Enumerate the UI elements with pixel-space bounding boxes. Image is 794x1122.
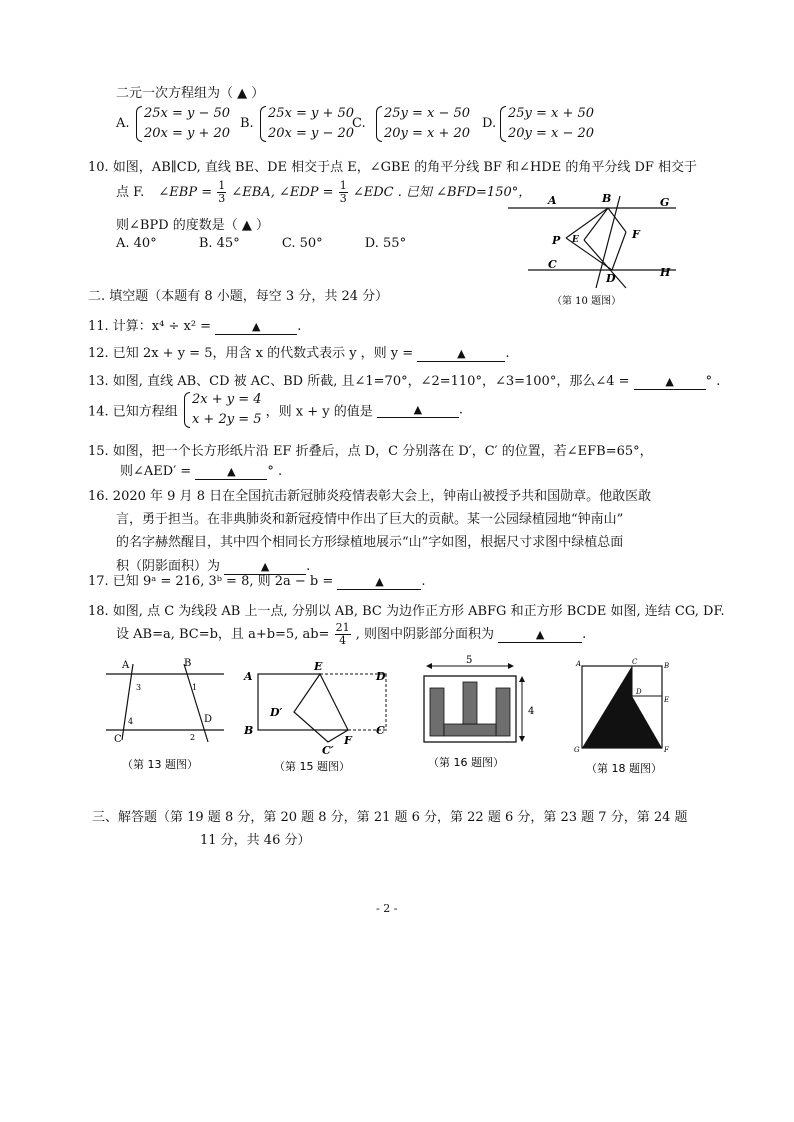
fig15-label-f: F [344,734,352,747]
fig13-angle-3: 3 [136,683,142,692]
q16-line4: 积（阴影面积）为 ▲ . [116,559,311,574]
fig10-label-d: D [606,272,616,285]
fig15-label-c: C [376,724,385,737]
fig18-label-a: A [576,660,582,668]
q15-answer-blank[interactable]: ▲ [195,464,267,480]
q9-stem: 二元一次方程组为（ ▲ ） [116,86,265,101]
fig13-angle-2: 2 [190,733,196,742]
fraction-21-4: $\frac{21}{4}$ [335,621,350,647]
fig18-label-d: D [636,688,642,696]
q13: 13. 如图, 直线 AB、CD 被 AC、BD 所截, 且∠1=70°，∠2=110°，∠3=100°，那么∠4 = ▲ ° . [88,374,721,389]
fig18-label-e: E [664,696,670,704]
fig15-label-a: A [244,670,253,683]
fig10-label-f: F [632,228,640,241]
q14-answer-blank[interactable]: ▲ [377,402,459,418]
section-3-heading: 三、解答题（第 19 题 8 分，第 20 题 8 分，第 21 题 6 分，第 22 题 6 分，第 23 题 7 分，第 24 题 [92,810,688,825]
fig18-label-c: C [632,658,638,666]
fig13-angle-4: 4 [128,717,134,726]
q10-line2: 点 F. ∠EBP = $\frac{1}{3}$ ∠EBA, ∠EDP = $\frac{1}{3}$ ∠EDC . 已知 ∠BFD=150°， [116,179,532,205]
fraction-one-third: $\frac{1}{3}$ [218,179,226,205]
fig15-label-d: D [376,670,386,683]
figure-10 [500,188,690,310]
fig10-label-g: G [660,196,670,209]
q16-line1: 16. 2020 年 9 月 8 日在全国抗击新冠肺炎疫情表彰大会上，钟南山被授予共和国勋章。他敢医敢 [88,489,652,504]
q17-answer-blank[interactable]: ▲ [337,574,421,590]
q13-answer-blank[interactable]: ▲ [634,374,706,390]
q16-line2: 言，勇于担当。在非典肺炎和新冠疫情中作出了巨大的贡献。某一公园绿植园地“钟南山” [116,512,624,527]
q11-answer-blank[interactable]: ▲ [215,319,297,335]
fig10-label-h: H [660,266,671,279]
figure-13 [100,654,230,774]
q18-answer-blank[interactable]: ▲ [498,627,582,643]
fig15-caption: （第 15 题图） [274,760,350,773]
q10-line3: 则∠BPD 的度数是（ ▲ ） [116,218,270,233]
fig10-label-a: A [548,194,557,207]
figure-15 [240,656,400,774]
fig13-caption: （第 13 题图） [122,758,198,771]
fig10-label-e: E [572,235,579,245]
fig18-caption: （第 18 题图） [586,762,662,774]
fig16-caption: （第 16 题图） [428,756,504,769]
q16-line3: 的名字赫然醒目，其中四个相同长方形绿植地展示“山”字如图，根据尺寸求图中绿植总面 [116,535,624,550]
q12-answer-blank[interactable]: ▲ [417,346,505,362]
fig16-height-label: 4 [528,706,535,717]
fig10-label-b: B [602,192,612,205]
page-number: - 2 - [376,902,398,915]
fig15-label-c-prime: C′ [322,744,334,757]
q16-answer-blank[interactable]: ▲ [224,559,306,575]
q10-line1: 10. 如图，AB∥CD, 直线 BE、DE 相交于点 E，∠GBE 的角平分线 BF 和∠HDE 的角平分线 DF 相交于 [88,160,698,175]
fig13-label-d: D [204,714,213,725]
fig15-label-e: E [314,660,323,673]
fraction-one-third-2: $\frac{1}{3}$ [339,179,347,205]
fig15-label-b: B [244,724,254,737]
section-3-heading-cont: 11 分，共 46 分） [200,833,311,848]
q10-option-d[interactable]: D. 55° [364,236,407,251]
fig13-angle-1: 1 [192,683,198,692]
q11: 11. 计算：x⁴ ÷ x² = ▲ . [88,319,302,334]
fig18-label-g: G [574,746,580,754]
fig10-label-p: P [552,234,561,247]
q17: 17. 已知 9ᵃ = 216, 3ᵇ = 8, 则 2a − b = ▲ . [88,574,426,589]
fig18-label-b: B [664,662,670,670]
q18-line1: 18. 如图, 点 C 为线段 AB 上一点, 分别以 AB, BC 为边作正方形 ABFG 和正方形 BCDE 如图, 连结 CG, DF. [88,604,725,619]
q10-option-b[interactable]: B. 45° [198,236,240,251]
fig15-label-d-prime: D′ [270,706,283,719]
q10-options [116,236,406,251]
q14: 14. 已知方程组 2x + y = 4 x + 2y = 5 ，则 x + y 的值是 ▲ . [88,390,463,430]
q18-line2: 设 AB=a, BC=b，且 a+b=5, ab= $\frac{21}{4}$ , 则图中阴影部分面积为 ▲ . [116,621,587,647]
q10-option-a[interactable]: A. 40° [116,236,157,251]
fig16-width-label: 5 [466,655,473,666]
fig18-label-f: F [664,746,669,754]
figure-16 [418,652,558,774]
fig13-label-a: A [122,660,130,671]
q15-line2: 则∠AED′ = ▲ ° . [120,464,283,479]
fig10-caption: （第 10 题图） [552,296,622,307]
q10-option-c[interactable]: C. 50° [281,236,323,251]
fig10-label-c: C [548,258,557,271]
figure-18 [570,656,690,774]
section-2-heading: 二. 填空题（本题有 8 小题，每空 3 分，共 24 分） [88,289,389,304]
fig13-label-c: C [114,734,122,745]
q15-line1: 15. 如图，把一个长方形纸片沿 EF 折叠后，点 D，C 分别落在 D′，C′ 的位置，若∠EFB=65°， [88,444,653,459]
fig13-label-b: B [184,658,192,669]
q12: 12. 已知 2x + y = 5，用含 x 的代数式表示 y ，则 y = ▲ . [88,346,510,361]
